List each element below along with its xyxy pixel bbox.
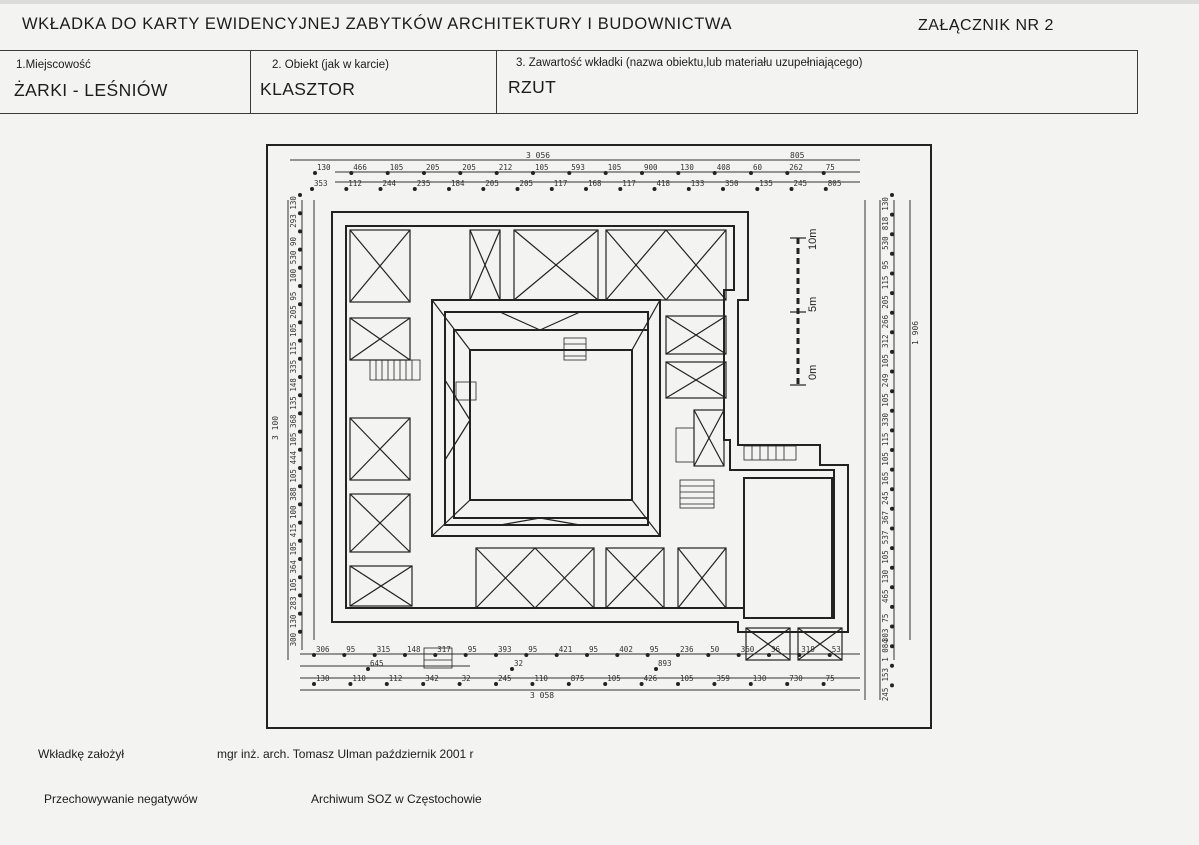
dim-label: 421	[558, 645, 573, 654]
dim-label: 117	[553, 179, 568, 188]
dim-tick	[890, 330, 894, 334]
dim-label: 130	[316, 674, 330, 683]
dim-label: 408	[716, 163, 731, 172]
dim-top-total: 3 056	[526, 151, 551, 160]
dim-label: 110	[352, 674, 366, 683]
dim-label: 730	[789, 674, 803, 683]
dim-tick	[890, 428, 894, 432]
dim-label: 466	[353, 163, 367, 172]
dim-label: 530	[881, 236, 890, 250]
dim-tick	[890, 644, 894, 648]
dim-label: 168	[588, 179, 602, 188]
dim-tick	[890, 683, 894, 687]
dim-bottom-total: 3 058	[530, 691, 555, 700]
negatives-storage-value: Archiwum SOZ w Częstochowie	[311, 792, 482, 806]
dim-label: 465	[881, 589, 890, 603]
dim-label: 130	[680, 163, 694, 172]
dim-tick	[298, 393, 302, 397]
dim-tick	[298, 375, 302, 379]
dim-tick	[890, 625, 894, 629]
dim-label: 350	[725, 179, 739, 188]
dim-tick	[298, 320, 302, 324]
dim-label: 32	[514, 659, 524, 668]
dim-tick	[890, 448, 894, 452]
dim-label: 135	[289, 396, 298, 410]
dim-tick	[890, 213, 894, 217]
dim-label: 95	[289, 291, 298, 301]
dim-label: 130	[881, 569, 890, 584]
dim-label: 105	[289, 432, 298, 447]
dim-label: 312	[881, 334, 890, 348]
dim-label: 95	[346, 645, 356, 654]
locality-value: ŻARKI - LEŚNIÓW	[14, 80, 168, 100]
dim-label: 130	[752, 674, 767, 683]
content-value: RZUT	[508, 77, 557, 97]
dim-label: 283	[289, 596, 298, 610]
dim-label: 335	[289, 359, 298, 374]
dim-label: 95	[589, 645, 599, 654]
dim-label: 112	[388, 674, 403, 683]
dim-label: 112	[348, 179, 362, 188]
dim-label: 105	[289, 541, 298, 556]
dim-label: 75	[825, 674, 835, 683]
dim-label: 236	[680, 645, 694, 654]
dim-label: 317	[437, 645, 451, 654]
dim-label: 245	[881, 491, 890, 505]
dim-tick	[890, 291, 894, 295]
annex-number: ZAŁĄCZNIK NR 2	[918, 17, 1054, 34]
dim-tick	[890, 389, 894, 393]
dim-tick	[298, 248, 302, 252]
dim-tick	[298, 575, 302, 579]
dim-label: 105	[535, 163, 549, 172]
dim-label: 359	[716, 674, 730, 683]
dim-label: 900	[644, 163, 658, 172]
dim-label: 368	[289, 414, 298, 428]
dim-label: 893	[658, 659, 672, 668]
dim-tick	[298, 593, 302, 597]
dim-label: 818	[881, 216, 890, 231]
dim-label: 53	[831, 645, 841, 654]
dim-tick	[890, 272, 894, 276]
dim-label: 875	[570, 674, 585, 683]
dim-tick	[298, 484, 302, 488]
dim-label: 95	[649, 645, 659, 654]
dim-label: 36	[771, 645, 781, 654]
document-title: WKŁADKA DO KARTY EWIDENCYJNEJ ZABYTKÓW ARCHITEKTURY I BUDOWNICTWA	[22, 15, 733, 33]
dim-label: 353	[314, 179, 328, 188]
dim-right-total: 1 906	[911, 320, 920, 345]
dim-label: 205	[462, 163, 476, 172]
dim-label: 205	[426, 163, 440, 172]
dim-label: 266	[881, 314, 890, 329]
dim-label: 75	[881, 613, 890, 623]
dim-label: 148	[289, 378, 298, 392]
dim-label: 593	[571, 163, 585, 172]
dim-label: 1 084	[881, 639, 890, 662]
dim-tick	[298, 211, 302, 215]
dim-label: 393	[498, 645, 512, 654]
dim-label: 402	[619, 645, 633, 654]
dim-label: 319	[801, 645, 815, 654]
dim-tick	[298, 430, 302, 434]
dim-label: 115	[881, 432, 890, 447]
dim-label: 50	[710, 645, 720, 654]
dim-tick	[890, 566, 894, 570]
dim-label: 360	[740, 645, 755, 654]
dim-label: 303	[881, 628, 890, 643]
dim-tick	[890, 527, 894, 531]
dim-tick	[298, 266, 302, 270]
dim-tick	[890, 232, 894, 236]
dim-tick	[890, 193, 894, 197]
dim-label: 330	[881, 412, 890, 427]
dim-label: 110	[534, 674, 548, 683]
dim-tick	[298, 521, 302, 525]
dim-tick	[298, 229, 302, 233]
locality-label: 1.Miejscowość	[16, 59, 91, 71]
created-by-value: mgr inż. arch. Tomasz Ulman październik 2001 r	[217, 747, 474, 761]
dim-tick	[298, 502, 302, 506]
dim-label: 105	[881, 550, 890, 564]
scale-label-10: 10m	[807, 228, 819, 250]
dim-tick	[890, 605, 894, 609]
dim-label: 105	[607, 163, 622, 172]
dim-label: 100	[289, 505, 298, 519]
dim-label: 32	[461, 674, 471, 683]
dim-label: 105	[881, 452, 890, 466]
dim-label: 245	[881, 687, 890, 702]
dim-label: 364	[289, 560, 298, 574]
dim-tick	[298, 448, 302, 452]
dim-label: 235	[416, 179, 431, 188]
dim-tick	[298, 612, 302, 616]
content-label: 3. Zawartość wkładki (nazwa obiektu,lub materiału uzupełniającego)	[516, 57, 863, 69]
dim-label: 306	[316, 645, 330, 654]
dim-label: 105	[389, 163, 404, 172]
drawing-frame	[267, 145, 931, 728]
dim-tick	[298, 284, 302, 288]
dim-tick	[890, 350, 894, 354]
dim-label: 205	[485, 179, 499, 188]
dim-label: 105	[289, 578, 298, 592]
dim-label: 805	[827, 179, 842, 188]
created-by-label: Wkładkę założył	[38, 747, 125, 761]
dim-label: 133	[690, 179, 705, 188]
dim-tick	[298, 539, 302, 543]
dim-label: 105	[881, 354, 890, 368]
dim-label: 530	[289, 250, 298, 265]
dim-label: 444	[289, 450, 298, 465]
scale-label-0: 0m	[807, 364, 819, 380]
dimension-ticks	[298, 171, 894, 687]
dim-label: 205	[881, 295, 890, 309]
dim-label: 184	[451, 179, 465, 188]
dim-left-total: 3 100	[271, 415, 280, 440]
dim-label: 95	[528, 645, 538, 654]
dim-label: 205	[519, 179, 534, 188]
dim-label: 262	[789, 163, 803, 172]
dim-label: 148	[407, 645, 421, 654]
dim-tick	[298, 193, 302, 197]
stair-hatching	[370, 338, 796, 668]
dim-label: 90	[289, 236, 298, 246]
dim-label: 245	[498, 674, 512, 683]
dim-label: 537	[881, 530, 890, 545]
dim-tick	[890, 585, 894, 589]
dim-tick	[890, 468, 894, 472]
dim-label: 245	[793, 179, 808, 188]
dim-label: 100	[289, 268, 298, 283]
dim-tick	[298, 466, 302, 470]
dim-label: 95	[881, 260, 890, 270]
dim-tick	[890, 252, 894, 256]
dim-tick	[890, 370, 894, 374]
dim-label: 117	[622, 179, 636, 188]
dim-label: 130	[881, 197, 890, 211]
dim-tick	[298, 357, 302, 361]
dim-tick	[890, 409, 894, 413]
dim-label: 115	[881, 275, 890, 290]
negatives-storage-label: Przechowywanie negatywów	[44, 792, 198, 806]
dim-tick	[890, 311, 894, 315]
dim-label: 130	[317, 163, 331, 172]
dim-label: 135	[759, 179, 773, 188]
object-label: 2. Obiekt (jak w karcie)	[272, 59, 389, 71]
dim-label: 300	[289, 632, 298, 647]
dim-tick	[298, 411, 302, 415]
scale-bar	[790, 238, 806, 385]
dim-label: 249	[881, 373, 890, 388]
dim-label: 130	[289, 614, 298, 629]
dim-label: 293	[289, 214, 298, 228]
dim-label: 244	[382, 179, 397, 188]
dim-label: 105	[289, 469, 298, 483]
scale-label-5: 5m	[807, 296, 819, 312]
dim-label: 105	[607, 674, 621, 683]
dim-tick	[890, 487, 894, 491]
dim-label: 388	[289, 487, 298, 501]
dim-tick	[298, 630, 302, 634]
dim-label: 342	[425, 674, 439, 683]
dim-tick	[890, 507, 894, 511]
dim-label: 165	[881, 471, 890, 486]
dim-label: 130	[289, 196, 298, 210]
dim-label: 315	[376, 645, 391, 654]
object-value: KLASZTOR	[260, 79, 356, 99]
building-walls	[332, 212, 848, 632]
dim-label: 105	[289, 323, 298, 337]
dim-label: 95	[467, 645, 477, 654]
dim-label: 60	[753, 163, 763, 172]
dim-tick	[298, 557, 302, 561]
dim-top-right-total: 805	[790, 151, 805, 160]
dim-label: 418	[656, 179, 671, 188]
dim-label: 212	[498, 163, 513, 172]
dim-tick	[890, 664, 894, 668]
dim-label: 105	[680, 674, 694, 683]
dimension-labels	[289, 163, 890, 701]
dim-label: 75	[825, 163, 835, 172]
dim-label: 105	[881, 393, 890, 407]
dim-label: 205	[289, 305, 298, 319]
dim-label: 426	[643, 674, 658, 683]
dim-label: 153	[881, 667, 890, 682]
dim-tick	[890, 546, 894, 550]
dim-label: 645	[370, 659, 384, 668]
dim-label: 115	[289, 341, 298, 356]
dim-label: 415	[289, 523, 298, 538]
dim-label: 367	[881, 510, 890, 525]
dim-tick	[298, 302, 302, 306]
dim-tick	[298, 339, 302, 343]
